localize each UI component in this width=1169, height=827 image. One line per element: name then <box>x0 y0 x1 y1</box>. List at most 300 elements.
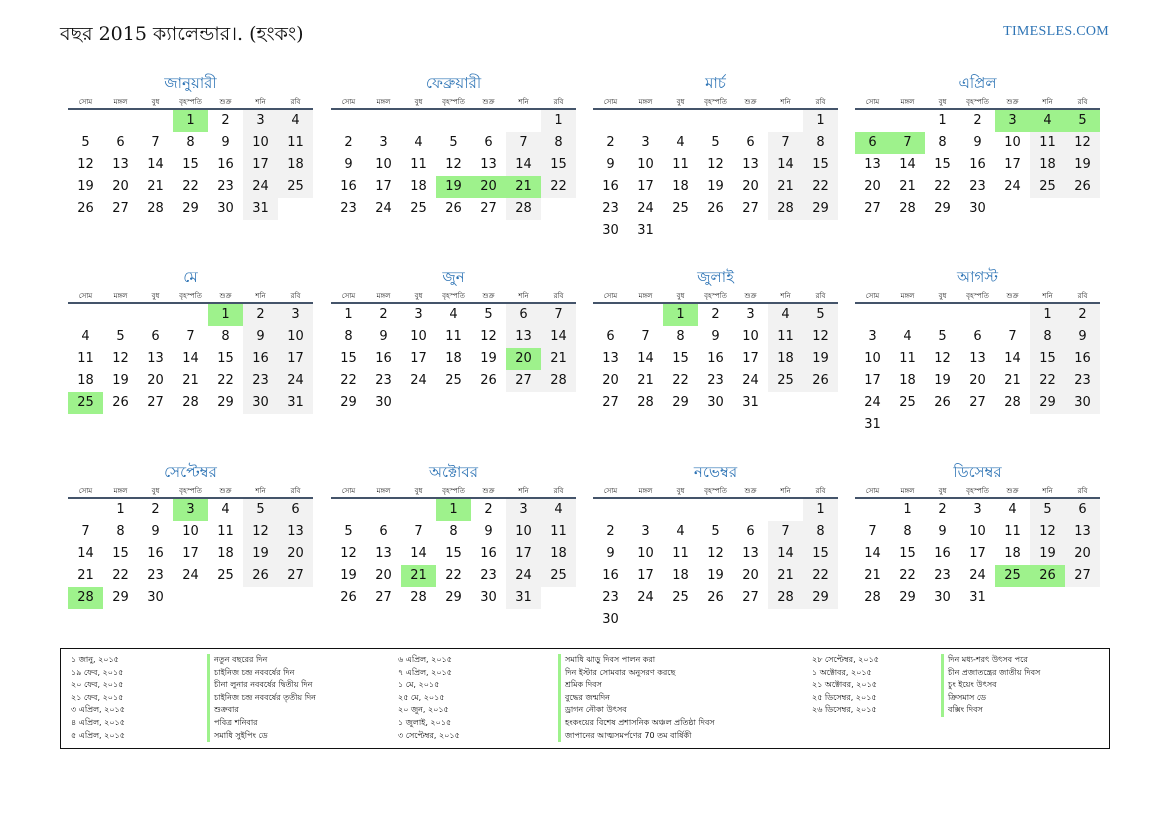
day-cell: 12 <box>445 157 462 172</box>
day-cell: 27 <box>278 565 313 587</box>
weekday-label: শুক্র <box>219 487 232 495</box>
day-cell: 5 <box>344 524 353 539</box>
weekday-label: শনি <box>780 292 791 300</box>
day-cell: 18 <box>672 568 689 583</box>
day-cell: 26 <box>340 590 357 605</box>
month-block <box>331 461 576 609</box>
weekday-label: শনি <box>518 98 529 106</box>
empty-cell <box>855 110 890 132</box>
day-cell: 25 <box>672 201 689 216</box>
weekday-label: শনি <box>518 487 529 495</box>
month-block <box>68 266 313 414</box>
day-cell: 15 <box>934 157 951 172</box>
day-cell: 4 <box>768 304 803 326</box>
holiday-date: ২০ জুন, ২০১৫ <box>398 705 449 715</box>
day-cell: 14 <box>768 543 803 565</box>
holiday-date: ৩ সেপ্টেম্বর, ২০১৫ <box>398 730 460 740</box>
day-cell: 2 <box>938 502 947 517</box>
weekday-label: বৃহস্পতি <box>179 292 202 300</box>
day-cell: 25 <box>672 590 689 605</box>
weekday-label: শনি <box>1042 292 1053 300</box>
holiday-list <box>60 648 1110 749</box>
day-cell: 30 <box>243 392 278 414</box>
day-cell: 14 <box>541 326 576 348</box>
day-cell: 13 <box>1065 521 1100 543</box>
day-cell: 16 <box>375 351 392 366</box>
weekday-label: বুধ <box>414 98 423 106</box>
day-cell: 21 <box>182 373 199 388</box>
day-cell: 3 <box>379 135 388 150</box>
holiday-list-names-2 <box>558 654 715 742</box>
day-cell: 7 <box>186 329 195 344</box>
day-cell: 26 <box>77 201 94 216</box>
page-title: বছর 2015 ক্যালেন্ডার।. (হংকং) <box>60 23 304 45</box>
weekday-label: রবি <box>1077 487 1088 495</box>
day-cell: 23 <box>969 179 986 194</box>
day-cell: 3 <box>746 307 755 322</box>
day-cell: 23 <box>707 373 724 388</box>
month-name: সেপ্টেম্বর <box>164 463 217 481</box>
weekday-label: বৃহস্পতি <box>442 292 465 300</box>
day-cell: 1 <box>1030 304 1065 326</box>
day-cell: 14 <box>899 157 916 172</box>
weekday-label: বৃহস্পতি <box>966 487 989 495</box>
day-cell: 29 <box>340 395 357 410</box>
day-cell: 30 <box>1065 392 1100 414</box>
day-cell: 30 <box>602 223 619 238</box>
day-cell: 19 <box>934 373 951 388</box>
day-cell: 1 <box>938 113 947 128</box>
day-cell: 12 <box>1065 132 1100 154</box>
weekday-label: বুধ <box>938 487 947 495</box>
day-cell: 11 <box>768 326 803 348</box>
day-cell: 30 <box>934 590 951 605</box>
day-cell: 20 <box>278 543 313 565</box>
holiday-name: শ্রমিক দিবস <box>558 679 715 692</box>
day-cell: 7 <box>506 132 541 154</box>
day-cell: 20 <box>375 568 392 583</box>
empty-cell <box>103 110 138 132</box>
day-cell: 3 <box>868 329 877 344</box>
weekday-label: শুক্র <box>744 98 757 106</box>
day-cell: 15 <box>340 351 357 366</box>
empty-cell <box>68 499 103 521</box>
day-cell: 23 <box>375 373 392 388</box>
day-cell: 2 <box>151 502 160 517</box>
day-cell: 8 <box>116 524 125 539</box>
weekday-label: সোম <box>603 487 618 495</box>
holiday-day-cell: 25 <box>995 565 1030 587</box>
holiday-list-dates-3 <box>812 654 879 717</box>
day-cell: 1 <box>903 502 912 517</box>
holiday-date: ৩ এপ্রিল, ২০১৫ <box>71 705 125 715</box>
day-cell: 2 <box>1065 304 1100 326</box>
day-cell: 6 <box>151 329 160 344</box>
day-cell: 29 <box>803 198 838 220</box>
empty-cell <box>698 499 733 521</box>
holiday-day-cell: 28 <box>68 587 103 609</box>
day-cell: 9 <box>221 135 230 150</box>
weekday-label: রবি <box>815 292 826 300</box>
day-cell: 21 <box>864 568 881 583</box>
holiday-date: ৬ এপ্রিল, ২০১৫ <box>398 655 452 664</box>
day-cell: 19 <box>480 351 497 366</box>
day-cell: 13 <box>375 546 392 561</box>
weekday-label: শনি <box>780 487 791 495</box>
empty-cell <box>628 304 663 326</box>
day-cell: 6 <box>973 329 982 344</box>
empty-cell <box>855 304 890 326</box>
day-cell: 30 <box>375 395 392 410</box>
day-cell: 9 <box>938 524 947 539</box>
day-cell: 1 <box>116 502 125 517</box>
day-cell: 26 <box>707 201 724 216</box>
day-cell: 31 <box>278 392 313 414</box>
day-cell: 21 <box>77 568 94 583</box>
day-cell: 10 <box>864 351 881 366</box>
day-cell: 3 <box>243 110 278 132</box>
weekday-label: সোম <box>865 292 880 300</box>
day-cell: 5 <box>484 307 493 322</box>
day-cell: 21 <box>637 373 654 388</box>
day-cell: 15 <box>445 546 462 561</box>
empty-cell <box>890 110 925 132</box>
holiday-list-dates-1 <box>71 654 125 742</box>
day-cell: 14 <box>768 154 803 176</box>
day-cell: 13 <box>602 351 619 366</box>
day-cell: 26 <box>112 395 129 410</box>
weekday-label: শুক্র <box>482 292 495 300</box>
holiday-date: ১৯ ফেব, ২০১৫ <box>71 667 124 677</box>
weekday-label: মঙ্গল <box>376 98 391 106</box>
day-grid <box>331 499 576 609</box>
day-cell: 22 <box>672 373 689 388</box>
empty-cell <box>366 499 401 521</box>
weekday-label: শুক্র <box>482 487 495 495</box>
weekday-header <box>593 96 838 110</box>
day-cell: 12 <box>480 329 497 344</box>
month-name: নভেম্বর <box>693 463 738 481</box>
day-cell: 27 <box>375 590 392 605</box>
weekday-label: শনি <box>1042 98 1053 106</box>
day-cell: 31 <box>742 395 759 410</box>
weekday-label: মঙ্গল <box>113 292 128 300</box>
holiday-day-cell: 3 <box>995 110 1030 132</box>
day-cell: 16 <box>602 179 619 194</box>
day-cell: 11 <box>672 546 689 561</box>
day-cell: 7 <box>151 135 160 150</box>
day-cell: 4 <box>903 329 912 344</box>
day-cell: 10 <box>278 326 313 348</box>
weekday-label: সোম <box>78 98 93 106</box>
month-block <box>593 461 838 631</box>
weekday-label: বৃহস্পতি <box>966 98 989 106</box>
day-cell: 4 <box>676 524 685 539</box>
holiday-day-cell: 20 <box>506 348 541 370</box>
day-cell: 27 <box>742 590 759 605</box>
day-cell: 29 <box>899 590 916 605</box>
day-cell: 31 <box>506 587 541 609</box>
day-cell: 16 <box>340 179 357 194</box>
day-cell: 19 <box>243 543 278 565</box>
day-cell: 9 <box>379 329 388 344</box>
day-cell: 6 <box>379 524 388 539</box>
weekday-label: বুধ <box>151 292 160 300</box>
day-cell: 7 <box>768 132 803 154</box>
day-cell: 30 <box>602 612 619 627</box>
day-cell: 10 <box>637 546 654 561</box>
day-cell: 1 <box>541 110 576 132</box>
day-cell: 20 <box>742 179 759 194</box>
weekday-label: রবি <box>553 487 564 495</box>
day-cell: 14 <box>637 351 654 366</box>
day-cell: 7 <box>868 524 877 539</box>
weekday-label: বুধ <box>151 98 160 106</box>
day-cell: 2 <box>243 304 278 326</box>
empty-cell <box>663 110 698 132</box>
day-cell: 22 <box>112 568 129 583</box>
day-cell: 17 <box>1004 157 1021 172</box>
day-cell: 5 <box>711 524 720 539</box>
day-cell: 23 <box>217 179 234 194</box>
day-cell: 24 <box>742 373 759 388</box>
day-cell: 10 <box>637 157 654 172</box>
day-cell: 25 <box>410 201 427 216</box>
holiday-day-cell: 1 <box>436 499 471 521</box>
day-cell: 5 <box>938 329 947 344</box>
day-cell: 2 <box>484 502 493 517</box>
day-cell: 23 <box>602 590 619 605</box>
day-cell: 29 <box>1030 392 1065 414</box>
day-cell: 16 <box>969 157 986 172</box>
day-cell: 9 <box>606 546 615 561</box>
holiday-day-cell: 1 <box>173 110 208 132</box>
weekday-label: শুক্র <box>1006 292 1019 300</box>
day-cell: 8 <box>541 132 576 154</box>
weekday-label: মঙ্গল <box>113 98 128 106</box>
day-cell: 15 <box>672 351 689 366</box>
day-cell: 4 <box>81 329 90 344</box>
day-cell: 9 <box>711 329 720 344</box>
day-cell: 25 <box>899 395 916 410</box>
weekday-label: শনি <box>255 292 266 300</box>
month-block <box>331 266 576 414</box>
holiday-day-cell: 21 <box>401 565 436 587</box>
weekday-label: রবি <box>290 487 301 495</box>
holiday-date: ২৮ সেপ্টেম্বর, ২০১৫ <box>812 655 879 664</box>
holiday-day-cell: 5 <box>1065 110 1100 132</box>
day-cell: 4 <box>676 135 685 150</box>
weekday-label: মঙ্গল <box>900 487 915 495</box>
day-cell: 15 <box>803 154 838 176</box>
day-cell: 4 <box>449 307 458 322</box>
weekday-header <box>855 290 1100 304</box>
day-cell: 29 <box>672 395 689 410</box>
weekday-header <box>68 290 313 304</box>
weekday-label: শুক্র <box>482 98 495 106</box>
day-cell: 17 <box>506 543 541 565</box>
day-cell: 9 <box>344 157 353 172</box>
day-cell: 18 <box>768 348 803 370</box>
weekday-label: শনি <box>255 487 266 495</box>
day-cell: 16 <box>243 348 278 370</box>
day-cell: 8 <box>344 329 353 344</box>
day-cell: 12 <box>934 351 951 366</box>
holiday-name: দিন ইস্টার সোমবার অনুসরণ করছে <box>558 667 715 680</box>
day-cell: 22 <box>445 568 462 583</box>
day-cell: 23 <box>147 568 164 583</box>
weekday-label: শনি <box>518 292 529 300</box>
empty-cell <box>401 499 436 521</box>
holiday-day-cell: 19 <box>436 176 471 198</box>
holiday-day-cell: 6 <box>855 132 890 154</box>
day-cell: 18 <box>1004 546 1021 561</box>
empty-cell <box>366 110 401 132</box>
day-cell: 16 <box>1065 348 1100 370</box>
weekday-label: মঙ্গল <box>900 98 915 106</box>
month-name: জানুয়ারী <box>164 74 217 92</box>
empty-cell <box>593 304 628 326</box>
day-cell: 20 <box>742 568 759 583</box>
weekday-label: মঙ্গল <box>376 487 391 495</box>
day-cell: 13 <box>147 351 164 366</box>
month-block <box>855 461 1100 609</box>
day-cell: 10 <box>742 329 759 344</box>
holiday-date: ১ মে, ২০১৫ <box>398 680 440 690</box>
holiday-name: জাপানের আত্মসমর্পণের 70 তম বার্ষিকী <box>558 730 715 743</box>
day-cell: 22 <box>1030 370 1065 392</box>
day-cell: 2 <box>606 524 615 539</box>
day-cell: 26 <box>803 370 838 392</box>
day-cell: 6 <box>506 304 541 326</box>
weekday-label: বৃহস্পতি <box>442 98 465 106</box>
holiday-name: বুদ্ধের জন্মদিন <box>558 692 715 705</box>
weekday-label: সোম <box>865 487 880 495</box>
day-cell: 19 <box>77 179 94 194</box>
day-cell: 24 <box>969 568 986 583</box>
holiday-date: ১ জানু, ২০১৫ <box>71 655 119 664</box>
holiday-name: নতুন বছরের দিন <box>207 654 316 667</box>
weekday-label: বৃহস্পতি <box>704 98 727 106</box>
day-cell: 12 <box>1030 521 1065 543</box>
day-cell: 22 <box>217 373 234 388</box>
weekday-label: বুধ <box>676 487 685 495</box>
empty-cell <box>628 110 663 132</box>
day-cell: 7 <box>81 524 90 539</box>
weekday-label: বৃহস্পতি <box>179 487 202 495</box>
month-name: এপ্রিল <box>958 74 997 92</box>
day-cell: 28 <box>768 587 803 609</box>
day-cell: 23 <box>243 370 278 392</box>
day-cell: 27 <box>506 370 541 392</box>
day-cell: 4 <box>414 135 423 150</box>
day-cell: 23 <box>1065 370 1100 392</box>
weekday-label: বুধ <box>938 98 947 106</box>
weekday-label: বৃহস্পতি <box>442 487 465 495</box>
day-cell: 25 <box>217 568 234 583</box>
day-cell: 24 <box>864 395 881 410</box>
day-cell: 25 <box>445 373 462 388</box>
day-cell: 2 <box>379 307 388 322</box>
day-cell: 29 <box>112 590 129 605</box>
day-cell: 13 <box>742 157 759 172</box>
weekday-label: রবি <box>1077 292 1088 300</box>
day-cell: 14 <box>410 546 427 561</box>
day-cell: 22 <box>899 568 916 583</box>
day-cell: 12 <box>803 326 838 348</box>
month-block <box>855 72 1100 220</box>
weekday-label: সোম <box>603 98 618 106</box>
day-cell: 29 <box>934 201 951 216</box>
weekday-label: শুক্র <box>744 292 757 300</box>
day-cell: 18 <box>410 179 427 194</box>
day-grid <box>68 304 313 414</box>
month-block <box>68 461 313 609</box>
weekday-label: শনি <box>1042 487 1053 495</box>
holiday-name: পবিত্র শনিবার <box>207 717 316 730</box>
day-cell: 26 <box>243 565 278 587</box>
empty-cell <box>138 110 173 132</box>
day-cell: 22 <box>541 176 576 198</box>
holiday-day-cell: 21 <box>506 176 541 198</box>
day-cell: 8 <box>803 521 838 543</box>
day-cell: 28 <box>541 370 576 392</box>
day-cell: 20 <box>969 373 986 388</box>
day-cell: 14 <box>864 546 881 561</box>
weekday-label: শুক্র <box>219 292 232 300</box>
day-cell: 25 <box>768 370 803 392</box>
day-cell: 8 <box>903 524 912 539</box>
day-cell: 28 <box>1004 395 1021 410</box>
day-cell: 25 <box>541 565 576 587</box>
day-cell: 6 <box>278 499 313 521</box>
day-cell: 27 <box>602 395 619 410</box>
day-cell: 17 <box>742 351 759 366</box>
day-cell: 3 <box>414 307 423 322</box>
day-cell: 5 <box>243 499 278 521</box>
day-cell: 15 <box>1030 348 1065 370</box>
day-cell: 10 <box>182 524 199 539</box>
day-cell: 30 <box>147 590 164 605</box>
day-cell: 18 <box>77 373 94 388</box>
day-cell: 27 <box>112 201 129 216</box>
day-cell: 16 <box>147 546 164 561</box>
day-cell: 31 <box>637 223 654 238</box>
day-cell: 9 <box>973 135 982 150</box>
day-cell: 31 <box>969 590 986 605</box>
day-cell: 29 <box>803 587 838 609</box>
day-cell: 2 <box>344 135 353 150</box>
day-cell: 19 <box>112 373 129 388</box>
day-cell: 17 <box>969 546 986 561</box>
day-cell: 17 <box>410 351 427 366</box>
holiday-name: দিন মধ্য-শরৎ উৎসব পরে <box>941 654 1040 667</box>
day-grid <box>593 304 838 414</box>
day-cell: 28 <box>147 201 164 216</box>
day-cell: 12 <box>243 521 278 543</box>
day-cell: 12 <box>112 351 129 366</box>
day-cell: 9 <box>243 326 278 348</box>
empty-cell <box>733 110 768 132</box>
day-cell: 6 <box>746 135 755 150</box>
day-cell: 27 <box>1065 565 1100 587</box>
day-cell: 7 <box>641 329 650 344</box>
day-cell: 24 <box>506 565 541 587</box>
weekday-label: বুধ <box>414 487 423 495</box>
day-cell: 8 <box>449 524 458 539</box>
site-link[interactable]: TIMESLES.COM <box>1003 24 1109 39</box>
day-cell: 21 <box>768 176 803 198</box>
